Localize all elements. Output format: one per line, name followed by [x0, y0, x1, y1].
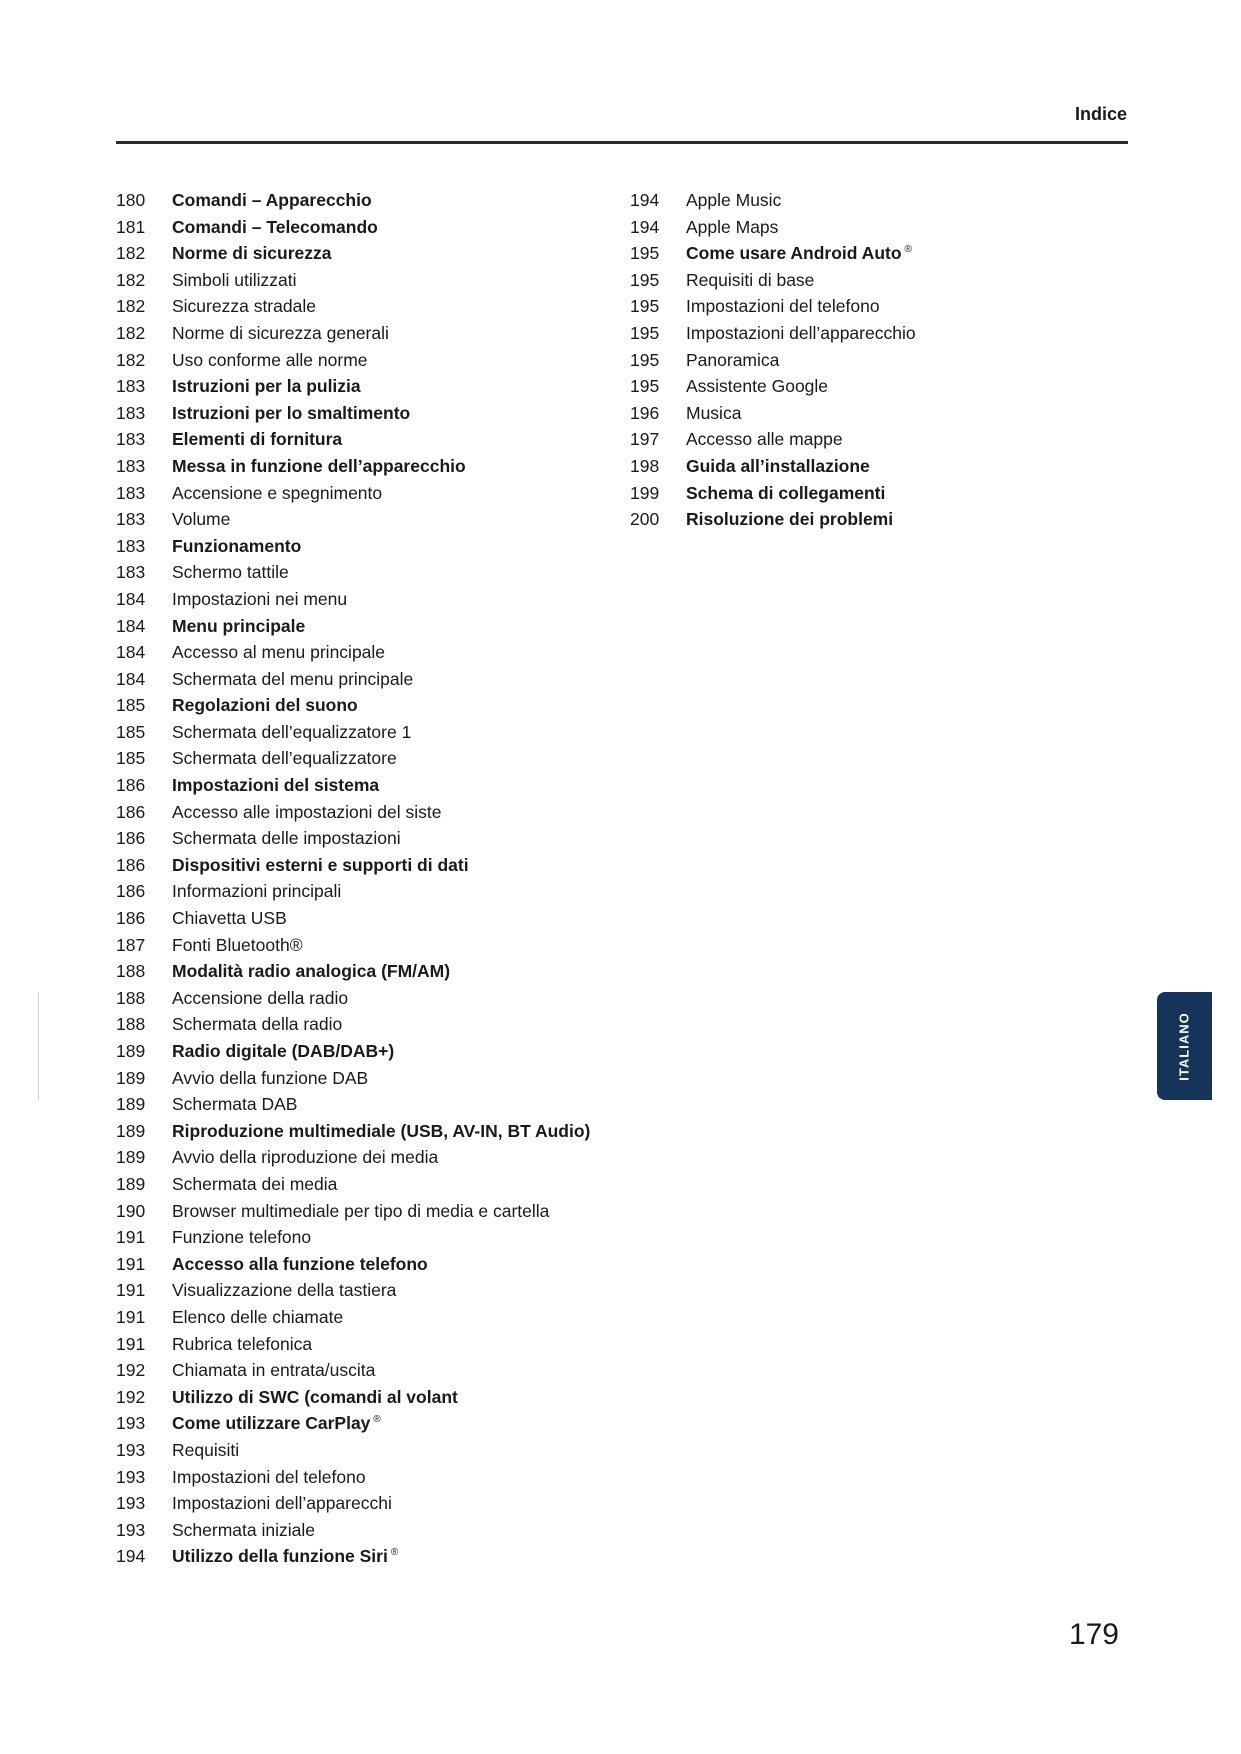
toc-entry: [116, 1068, 636, 1095]
toc-entry-label: [172, 881, 341, 902]
toc-entry: [116, 669, 636, 696]
toc-entry-text: Utilizzo della funzione Siri: [172, 1546, 388, 1567]
toc-entry-text: Panoramica: [686, 349, 780, 370]
toc-entry-label: [172, 429, 342, 450]
toc-entry: [630, 456, 1130, 483]
toc-entry-page: 185: [116, 748, 146, 769]
toc-entry-page: 196: [630, 402, 660, 423]
toc-entry-page: 187: [116, 934, 146, 955]
toc-entry: [116, 350, 636, 377]
toc-entry-text: Riproduzione multimediale (USB, AV-IN, BT Audio): [172, 1120, 591, 1141]
toc-entry-text: Fonti Bluetooth®: [172, 934, 303, 955]
toc-entry-label: [686, 403, 741, 424]
toc-entry-label: [172, 456, 466, 477]
toc-entry-page: 182: [116, 349, 146, 370]
toc-entry: [116, 988, 636, 1015]
toc-entry-label: [172, 1174, 337, 1195]
toc-entry-text: Schema di collegamenti: [686, 482, 886, 503]
toc-entry: [116, 1227, 636, 1254]
toc-entry: [116, 1094, 636, 1121]
header-divider: [116, 141, 1128, 144]
toc-entry-page: 183: [116, 455, 146, 476]
toc-entry-text: Avvio della funzione DAB: [172, 1067, 369, 1088]
toc-entry-label: [172, 1094, 297, 1115]
toc-entry-text: Schermata dell’equalizzatore 1: [172, 721, 412, 742]
toc-entry-label: [172, 1546, 398, 1567]
toc-entry-text: Modalità radio analogica (FM/AM): [172, 961, 451, 982]
toc-entry: [116, 1520, 636, 1547]
toc-entry-page: 191: [116, 1280, 146, 1301]
toc-entry-label: [686, 456, 870, 477]
toc-entry-page: 195: [630, 376, 660, 397]
toc-entry: [116, 536, 636, 563]
toc-entry-text: Schermo tattile: [172, 562, 289, 583]
toc-entry: [116, 1307, 636, 1334]
toc-entry-text: Impostazioni del sistema: [172, 775, 380, 796]
toc-entry-text: Schermata della radio: [172, 1014, 343, 1035]
toc-entry-text: Dispositivi esterni e supporti di dati: [172, 854, 469, 875]
toc-entry-page: 186: [116, 908, 146, 929]
toc-entry-text: Accensione della radio: [172, 987, 349, 1008]
toc-entry-page: 190: [116, 1200, 146, 1221]
toc-entry-label: [172, 775, 379, 796]
toc-entry-page: 191: [116, 1333, 146, 1354]
toc-entry-text: Visualizzazione della tastiera: [172, 1280, 397, 1301]
toc-entry-label: [172, 935, 303, 956]
toc-entry: [630, 296, 1130, 323]
page-header-title: Indice: [1074, 104, 1127, 124]
toc-entry-text: Apple Music: [686, 190, 782, 210]
toc-entry-label: [172, 1307, 343, 1328]
toc-entry: [116, 403, 636, 430]
toc-entry-page: 195: [630, 322, 660, 343]
toc-entry: [116, 1174, 636, 1201]
toc-entry-label: [686, 217, 778, 238]
toc-entry-text: Schermata delle impostazioni: [172, 828, 401, 849]
toc-entry: [116, 1041, 636, 1068]
toc-entry-label: [172, 961, 450, 982]
toc-entry-text: Informazioni principali: [172, 881, 342, 902]
toc-entry-page: 192: [116, 1360, 146, 1381]
toc-entry: [116, 908, 636, 935]
toc-entry-text: Risoluzione dei problemi: [686, 509, 894, 530]
toc-entry-label: [172, 1493, 392, 1514]
toc-entry-page: 192: [116, 1386, 146, 1407]
toc-entry-page: 184: [116, 588, 146, 609]
toc-entry-label: [172, 1520, 315, 1541]
toc-entry-label: [172, 296, 316, 317]
toc-entry-label: [172, 1254, 428, 1275]
toc-entry-label: [172, 217, 378, 238]
toc-entry: [630, 190, 1130, 217]
toc-entry-page: 194: [630, 216, 660, 237]
toc-entry: [116, 1254, 636, 1281]
toc-entry-text: Menu principale: [172, 615, 306, 636]
toc-entry-text: Musica: [686, 402, 742, 423]
toc-entry-label: [172, 1121, 590, 1142]
toc-entry: [630, 270, 1130, 297]
toc-entry-text: Chiamata in entrata/uscita: [172, 1360, 376, 1381]
toc-entry-text: Sicurezza stradale: [172, 296, 316, 317]
toc-entry-page: 188: [116, 1014, 146, 1035]
toc-entry-page: 193: [116, 1493, 146, 1514]
toc-entry-text: Impostazioni nei menu: [172, 588, 348, 609]
margin-line: [38, 992, 39, 1100]
toc-entry: [116, 589, 636, 616]
toc-entry-page: 183: [116, 535, 146, 556]
toc-entry-label: [172, 1440, 239, 1461]
toc-entry: [630, 403, 1130, 430]
toc-entry: [116, 1147, 636, 1174]
toc-entry: [116, 1201, 636, 1228]
toc-entry-page: 195: [630, 349, 660, 370]
toc-entry: [630, 376, 1130, 403]
toc-entry-text: Utilizzo di SWC (comandi al volant: [172, 1386, 458, 1407]
toc-entry: [116, 243, 636, 270]
toc-entry-label: [172, 483, 382, 504]
toc-entry: [116, 1546, 636, 1573]
toc-entry: [630, 217, 1130, 244]
toc-entry: [116, 775, 636, 802]
toc-entry-text: Schermata del menu principale: [172, 668, 414, 689]
toc-entry-page: 194: [116, 1546, 146, 1567]
toc-entry: [116, 828, 636, 855]
toc-entry-page: 195: [630, 269, 660, 290]
toc-entry-page: 185: [116, 695, 146, 716]
registered-mark: ®: [904, 244, 912, 256]
toc-entry: [116, 562, 636, 589]
toc-entry-label: [686, 243, 912, 264]
toc-entry-text: Apple Maps: [686, 216, 779, 237]
toc-entry-label: [686, 296, 880, 317]
toc-entry: [116, 1413, 636, 1440]
toc-entry-text: Schermata dei media: [172, 1173, 338, 1194]
toc-entry-label: [686, 509, 893, 530]
toc-entry-page: 199: [630, 482, 660, 503]
toc-entry-text: Browser multimediale per tipo di media e cartella: [172, 1200, 550, 1221]
toc-entry-label: [172, 669, 413, 690]
toc-entry-page: 186: [116, 828, 146, 849]
toc-entry-text: Avvio della riproduzione dei media: [172, 1147, 439, 1168]
toc-entry-label: [172, 589, 347, 610]
toc-entry: [116, 802, 636, 829]
toc-entry-page: 195: [630, 243, 660, 264]
toc-entry-text: Impostazioni del telefono: [686, 296, 880, 317]
toc-entry: [116, 1280, 636, 1307]
toc-entry-label: [686, 483, 885, 504]
toc-entry-label: [172, 988, 348, 1009]
toc-entry-page: 182: [116, 296, 146, 317]
toc-entry-page: 197: [630, 429, 660, 450]
toc-entry-text: Messa in funzione dell’apparecchio: [172, 455, 466, 476]
toc-entry-label: [172, 642, 385, 663]
toc-entry-label: [172, 243, 332, 264]
toc-entry-page: 186: [116, 775, 146, 796]
registered-mark: ®: [390, 1547, 399, 1559]
toc-entry-label: [172, 1467, 366, 1488]
toc-entry-label: [172, 722, 411, 743]
toc-entry-page: 186: [116, 854, 146, 875]
toc-entry-label: [172, 190, 372, 211]
toc-entry-label: [172, 1147, 438, 1168]
toc-entry: [116, 1493, 636, 1520]
toc-entry-page: 184: [116, 668, 146, 689]
toc-entry-label: [172, 1201, 549, 1222]
toc-entry: [116, 1467, 636, 1494]
toc-entry: [116, 1360, 636, 1387]
toc-entry: [116, 456, 636, 483]
toc-entry: [116, 217, 636, 244]
toc-entry-page: 183: [116, 509, 146, 530]
toc-entry-text: Accesso al menu principale: [172, 642, 386, 663]
toc-entry-text: Comandi – Apparecchio: [172, 190, 372, 210]
toc-entry-text: Impostazioni dell’apparecchio: [686, 322, 916, 343]
toc-entry: [116, 509, 636, 536]
toc-entry-text: Uso conforme alle norme: [172, 349, 368, 370]
toc-entry-page: 182: [116, 322, 146, 343]
toc-entry-label: [172, 323, 389, 344]
toc-entry: [116, 748, 636, 775]
toc-entry-text: Accensione e spegnimento: [172, 482, 383, 503]
toc-entry-label: [172, 1227, 311, 1248]
toc-entry: [630, 509, 1130, 536]
toc-entry-label: [172, 855, 469, 876]
toc-entry-text: Regolazioni del suono: [172, 695, 358, 716]
toc-entry-page: 189: [116, 1041, 146, 1061]
toc-entry-page: 188: [116, 961, 146, 982]
toc-entry-label: [172, 828, 401, 849]
toc-entry-text: Simboli utilizzati: [172, 269, 297, 290]
toc-entry: [116, 1334, 636, 1361]
toc-entry: [116, 695, 636, 722]
toc-entry: [116, 961, 636, 988]
toc-entry: [116, 1387, 636, 1414]
toc-entry-text: Norme di sicurezza: [172, 243, 332, 264]
toc-entry-text: Norme di sicurezza generali: [172, 322, 389, 343]
toc-entry-text: Chiavetta USB: [172, 908, 287, 929]
toc-entry-text: Requisiti: [172, 1439, 240, 1460]
toc-entry-page: 189: [116, 1173, 146, 1194]
toc-entry-label: [686, 350, 779, 371]
toc-entry-page: 193: [116, 1439, 146, 1460]
registered-mark: ®: [373, 1414, 381, 1426]
toc-entry-text: Schermata dell’equalizzatore: [172, 748, 397, 769]
toc-entry-label: [172, 562, 289, 583]
toc-entry-label: [172, 350, 368, 371]
toc-entry-page: 191: [116, 1253, 146, 1274]
toc-entry-label: [172, 695, 358, 716]
toc-entry-label: [172, 376, 361, 397]
toc-entry-page: 193: [116, 1413, 146, 1434]
toc-entry-page: 189: [116, 1067, 146, 1088]
toc-entry-text: Volume: [172, 509, 231, 530]
toc-entry-page: 183: [116, 562, 146, 583]
toc-entry-page: 183: [116, 482, 146, 503]
toc-entry-text: Schermata iniziale: [172, 1519, 315, 1540]
toc-entry-text: Come usare Android Auto: [686, 243, 902, 264]
toc-entry-page: 181: [116, 216, 146, 237]
toc-entry-label: [172, 1334, 312, 1355]
toc-entry-text: Funzione telefono: [172, 1227, 312, 1248]
toc-entry-label: [686, 270, 814, 291]
toc-entry-text: Istruzioni per la pulizia: [172, 376, 361, 397]
toc-entry-text: Comandi – Telecomando: [172, 216, 378, 237]
toc-column-left: [116, 190, 636, 1573]
toc-entry-text: Accesso alla funzione telefono: [172, 1253, 428, 1274]
toc-entry-page: 183: [116, 429, 146, 450]
toc-entry: [116, 323, 636, 350]
toc-entry-label: [172, 908, 287, 929]
toc-entry-label: [172, 802, 441, 823]
toc-entry: [630, 483, 1130, 510]
page-number: 179: [1068, 1618, 1119, 1651]
toc-entry-label: [172, 536, 301, 557]
toc-entry: [116, 296, 636, 323]
toc-entry: [116, 270, 636, 297]
toc-entry-page: 188: [116, 987, 146, 1008]
toc-entry-label: [172, 1387, 458, 1408]
toc-entry-label: [172, 270, 296, 291]
toc-entry-page: 180: [116, 190, 146, 210]
toc-entry: [116, 1121, 636, 1148]
toc-entry-text: Requisiti di base: [686, 269, 815, 290]
toc-entry-page: 182: [116, 269, 146, 290]
toc-column-right: [630, 190, 1130, 536]
toc-entry-label: [172, 509, 230, 530]
toc-entry-text: Elementi di fornitura: [172, 429, 343, 450]
toc-entry-text: Radio digitale (DAB/DAB+): [172, 1041, 395, 1061]
toc-entry-text: Schermata DAB: [172, 1094, 298, 1115]
toc-entry-label: [172, 616, 305, 637]
toc-entry-label: [172, 1041, 394, 1062]
toc-entry-text: Accesso alle impostazioni del siste: [172, 801, 442, 822]
toc-entry-text: Impostazioni del telefono: [172, 1466, 366, 1487]
toc-entry: [116, 642, 636, 669]
toc-entry-label: [172, 748, 397, 769]
toc-entry-text: Accesso alle mappe: [686, 429, 843, 450]
toc-entry-text: Come utilizzare CarPlay: [172, 1413, 371, 1434]
toc-entry-text: Elenco delle chiamate: [172, 1306, 344, 1327]
toc-entry-page: 186: [116, 801, 146, 822]
toc-entry: [116, 376, 636, 403]
toc-entry-label: [686, 376, 828, 397]
toc-entry-page: 200: [630, 509, 660, 530]
toc-entry: [116, 722, 636, 749]
language-tab: [1157, 992, 1212, 1100]
toc-entry-label: [172, 1280, 396, 1301]
toc-entry-label: [172, 1014, 342, 1035]
toc-entry-text: Guida all’installazione: [686, 455, 870, 476]
toc-entry-text: Funzionamento: [172, 535, 302, 556]
toc-entry-text: Assistente Google: [686, 376, 829, 397]
toc-entry-page: 186: [116, 881, 146, 902]
toc-entry: [116, 881, 636, 908]
toc-entry-label: [172, 1360, 375, 1381]
toc-entry-page: 183: [116, 376, 146, 397]
toc-entry-text: Istruzioni per lo smaltimento: [172, 402, 411, 423]
toc-entry: [116, 1440, 636, 1467]
toc-entry: [116, 935, 636, 962]
toc-entry-label: [172, 1413, 381, 1434]
toc-entry-page: 193: [116, 1519, 146, 1540]
toc-entry: [116, 429, 636, 456]
toc-entry-page: 189: [116, 1120, 146, 1141]
toc-entry-page: 183: [116, 402, 146, 423]
toc-entry-label: [686, 323, 916, 344]
toc-entry: [116, 855, 636, 882]
toc-entry-text: Rubrica telefonica: [172, 1333, 313, 1354]
toc-entry-page: 189: [116, 1094, 146, 1115]
toc-entry-page: 184: [116, 642, 146, 663]
toc-entry-label: [172, 1068, 368, 1089]
language-tab-label: ITALIANO: [1177, 1011, 1193, 1081]
toc-entry: [116, 1014, 636, 1041]
toc-entry: [116, 483, 636, 510]
toc-entry-page: 194: [630, 190, 660, 210]
toc-entry-page: 182: [116, 243, 146, 264]
toc-entry-page: 193: [116, 1466, 146, 1487]
toc-entry-label: [172, 403, 410, 424]
toc-entry-label: [686, 190, 781, 211]
toc-entry-label: [686, 429, 843, 450]
toc-entry: [630, 243, 1130, 270]
toc-entry-page: 185: [116, 721, 146, 742]
toc-entry: [630, 350, 1130, 377]
toc-entry: [630, 429, 1130, 456]
toc-entry: [116, 616, 636, 643]
toc-entry-page: 191: [116, 1227, 146, 1248]
toc-entry-page: 198: [630, 455, 660, 476]
toc-entry-page: 189: [116, 1147, 146, 1168]
toc-entry: [630, 323, 1130, 350]
toc-entry: [116, 190, 636, 217]
toc-entry-page: 195: [630, 296, 660, 317]
toc-entry-page: 191: [116, 1306, 146, 1327]
toc-entry-text: Impostazioni dell’apparecchi: [172, 1493, 392, 1514]
toc-entry-page: 184: [116, 615, 146, 636]
